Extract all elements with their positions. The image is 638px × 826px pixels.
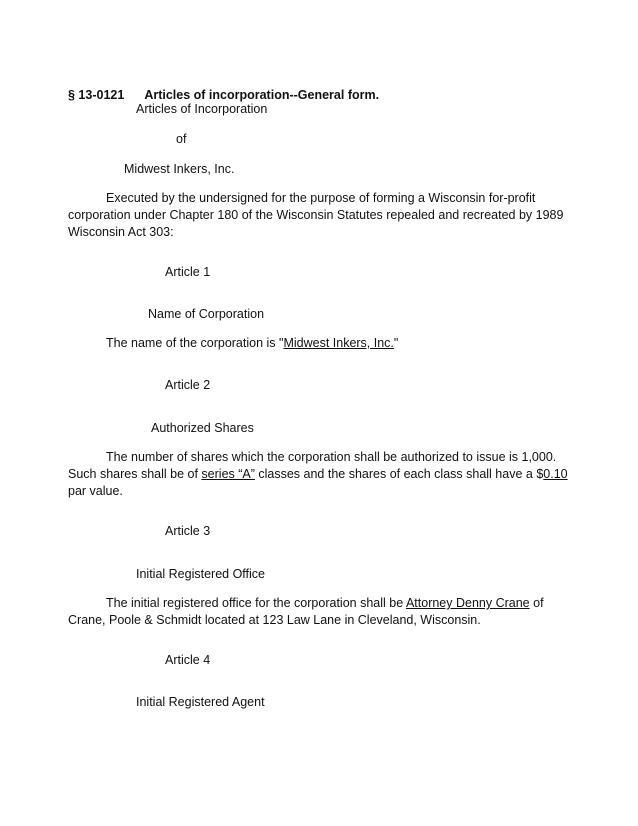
article-1-heading: Name of Corporation	[148, 307, 265, 321]
article-2-line-2	[68, 465, 568, 483]
doc-title: Articles of Incorporation	[136, 102, 268, 116]
article-1-label: Article 1	[165, 265, 211, 279]
intro-line-2: corporation under Chapter 180 of the Wisconsin Statutes repealed and recreated by 1989	[68, 208, 564, 222]
company-name: Midwest Inkers, Inc.	[124, 162, 235, 176]
article-2-heading: Authorized Shares	[151, 421, 254, 435]
article-2-line-2-before: Such shares shall be of	[68, 467, 202, 481]
article-3-heading: Initial Registered Office	[136, 567, 265, 581]
section-number: § 13-0121	[68, 88, 125, 102]
article-2-series: series “A”	[201, 467, 255, 481]
section-title: Articles of incorporation--General form.	[144, 88, 380, 102]
article-2-label: Article 2	[165, 378, 211, 392]
article-3-line-2: Crane, Poole & Schmidt located at 123 Law Lane in Cleveland, Wisconsin.	[68, 613, 481, 627]
article-2-line-1: The number of shares which the corporation shall be authorized to issue is 1,000.	[106, 450, 557, 464]
article-2-par-value: 0.10	[543, 467, 568, 481]
article-3-line-1	[106, 594, 544, 612]
article-1-text-before: The name of the corporation is "	[106, 336, 284, 350]
article-1-text	[106, 334, 398, 352]
article-4-heading: Initial Registered Agent	[136, 695, 265, 709]
article-3-line-1-before: The initial registered office for the corporation shall be	[106, 596, 406, 610]
article-4-label: Article 4	[165, 653, 211, 667]
article-1-text-after: "	[393, 336, 399, 350]
doc-title-of: of	[176, 132, 187, 146]
article-3-attorney: Attorney Denny Crane	[405, 596, 530, 610]
article-1-corp-name: Midwest Inkers, Inc.	[283, 336, 394, 350]
article-2-line-2-middle: classes and the shares of each class shall have a $	[254, 467, 544, 481]
article-2-line-3: par value.	[68, 484, 123, 498]
intro-line-3: Wisconsin Act 303:	[68, 225, 174, 239]
article-3-line-1-after: of	[529, 596, 544, 610]
intro-line-1: Executed by the undersigned for the purpose of forming a Wisconsin for-profit	[106, 191, 536, 205]
article-3-label: Article 3	[165, 524, 211, 538]
